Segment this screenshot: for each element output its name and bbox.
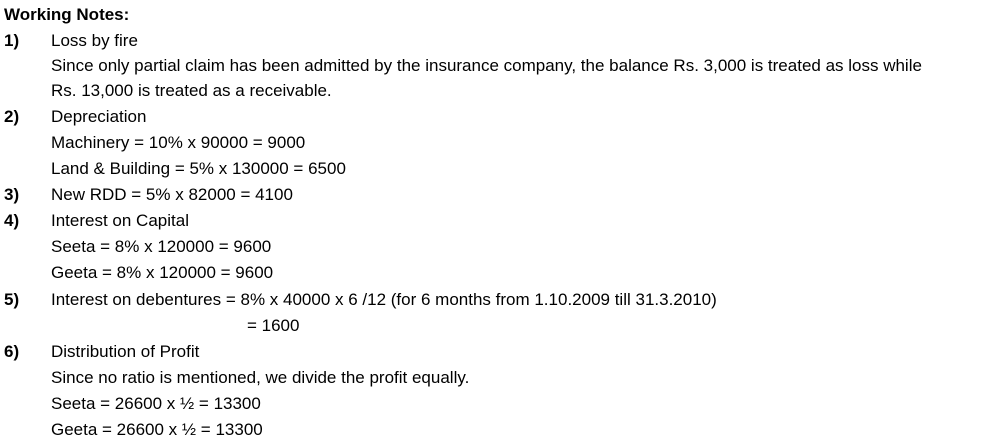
note-4-line-1: Seeta = 8% x 120000 = 9600 bbox=[51, 237, 272, 256]
note-4-line-2: Geeta = 8% x 120000 = 9600 bbox=[51, 263, 274, 282]
note-2-line-2: Land & Building = 5% x 130000 = 6500 bbox=[51, 159, 346, 178]
note-3-title: New RDD = 5% x 82000 = 4100 bbox=[51, 185, 293, 204]
note-5-line-1: = 1600 bbox=[247, 316, 300, 335]
heading: Working Notes: bbox=[4, 5, 130, 24]
note-6-title: Distribution of Profit bbox=[51, 342, 200, 361]
note-6-line-1: Since no ratio is mentioned, we divide the profit equally. bbox=[51, 368, 470, 387]
note-2-number: 2) bbox=[4, 107, 20, 126]
note-1-line-2: Rs. 13,000 is treated as a receivable. bbox=[51, 81, 332, 100]
note-4-number: 4) bbox=[4, 211, 20, 230]
note-1-title: Loss by fire bbox=[51, 31, 138, 50]
note-1-line-1: Since only partial claim has been admitted by the insurance company, the balance Rs. 3,000 is treated as loss while bbox=[51, 56, 922, 75]
note-5-title: Interest on debentures = 8% x 40000 x 6 /12 (for 6 months from 1.10.2009 till 31.3.2010) bbox=[51, 290, 717, 309]
note-3-number: 3) bbox=[4, 185, 20, 204]
note-6-line-2: Seeta = 26600 x ½ = 13300 bbox=[51, 394, 261, 413]
note-4-title: Interest on Capital bbox=[51, 211, 189, 230]
note-2-line-1: Machinery = 10% x 90000 = 9000 bbox=[51, 133, 306, 152]
note-2-title: Depreciation bbox=[51, 107, 147, 126]
note-5-number: 5) bbox=[4, 290, 20, 309]
note-6-line-3: Geeta = 26600 x ½ = 13300 bbox=[51, 420, 263, 439]
note-6-number: 6) bbox=[4, 342, 20, 361]
note-1-number: 1) bbox=[4, 31, 20, 50]
